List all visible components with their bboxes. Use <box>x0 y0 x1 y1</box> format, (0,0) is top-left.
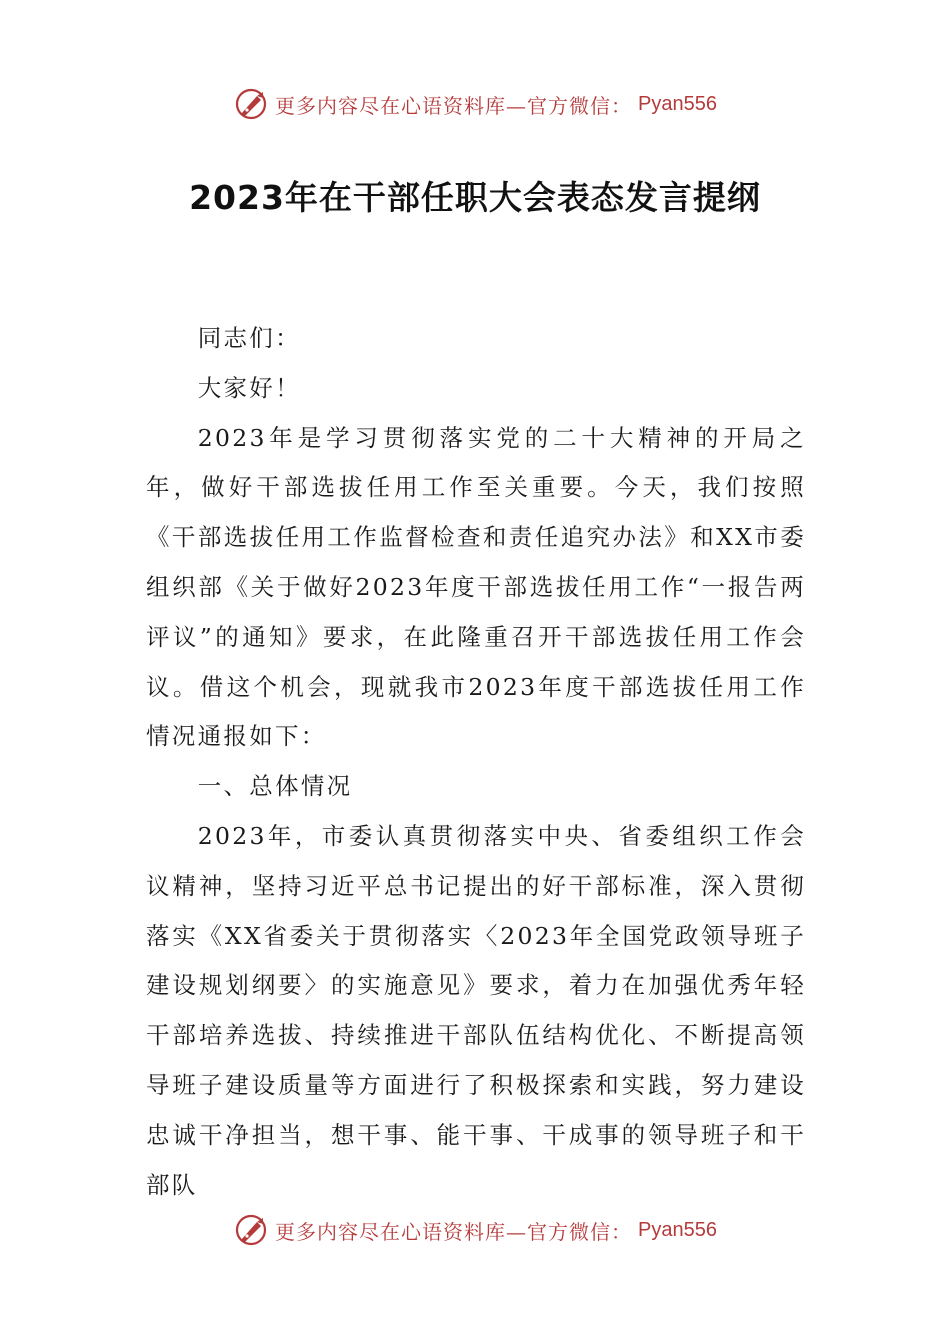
paragraph-greeting: 大家好！ <box>197 373 301 402</box>
pen-nib-logo-icon <box>233 1212 269 1248</box>
watermark-text: 更多内容尽在心语资料库—官方微信： <box>275 93 633 118</box>
watermark-wechat-id: Pyan556 <box>638 1218 717 1241</box>
pen-nib-logo-icon <box>233 86 269 122</box>
section-heading-overall: 一、总体情况 <box>197 772 353 801</box>
document-title: 2023年在干部任职大会表态发言提纲 <box>189 178 761 217</box>
watermark-wechat-id: Pyan556 <box>638 92 717 115</box>
footer-watermark <box>0 1210 950 1250</box>
document-body <box>146 314 806 1210</box>
paragraph-overall: 2023年，市委认真贯彻落实中央、省委组织工作会议精神，坚持习近平总书记提出的好干部标准，深入贯彻落实《XX省委关于贯彻落实〈2023年全国党政领导班子建设规划纲要〉的实施意见》要求，着力在加强优秀年轻干部培养选拔、持续推进干部队伍结构优化、不断提高领导班子建设质量等方面进行了积极探索和实践，努力建设忠诚干净担当，想干事、能干事、干成事的领导班子和干部队 <box>146 821 806 1199</box>
watermark-text: 更多内容尽在心语资料库—官方微信： <box>275 1219 633 1244</box>
paragraph-salutation: 同志们： <box>197 324 301 352</box>
paragraph-intro: 2023年是学习贯彻落实党的二十大精神的开局之年，做好干部选拔任用工作至关重要。今天，我们按照《干部选拔任用工作监督检查和责任追究办法》和XX市委组织部《关于做好2023年度干部选拔任用工作“一报告两评议”的通知》要求，在此隆重召开干部选拔任用工作会议。借这个机会，现就我市2023年度干部选拔任用工作情况通报如下： <box>146 423 806 751</box>
header-watermark <box>0 84 950 124</box>
